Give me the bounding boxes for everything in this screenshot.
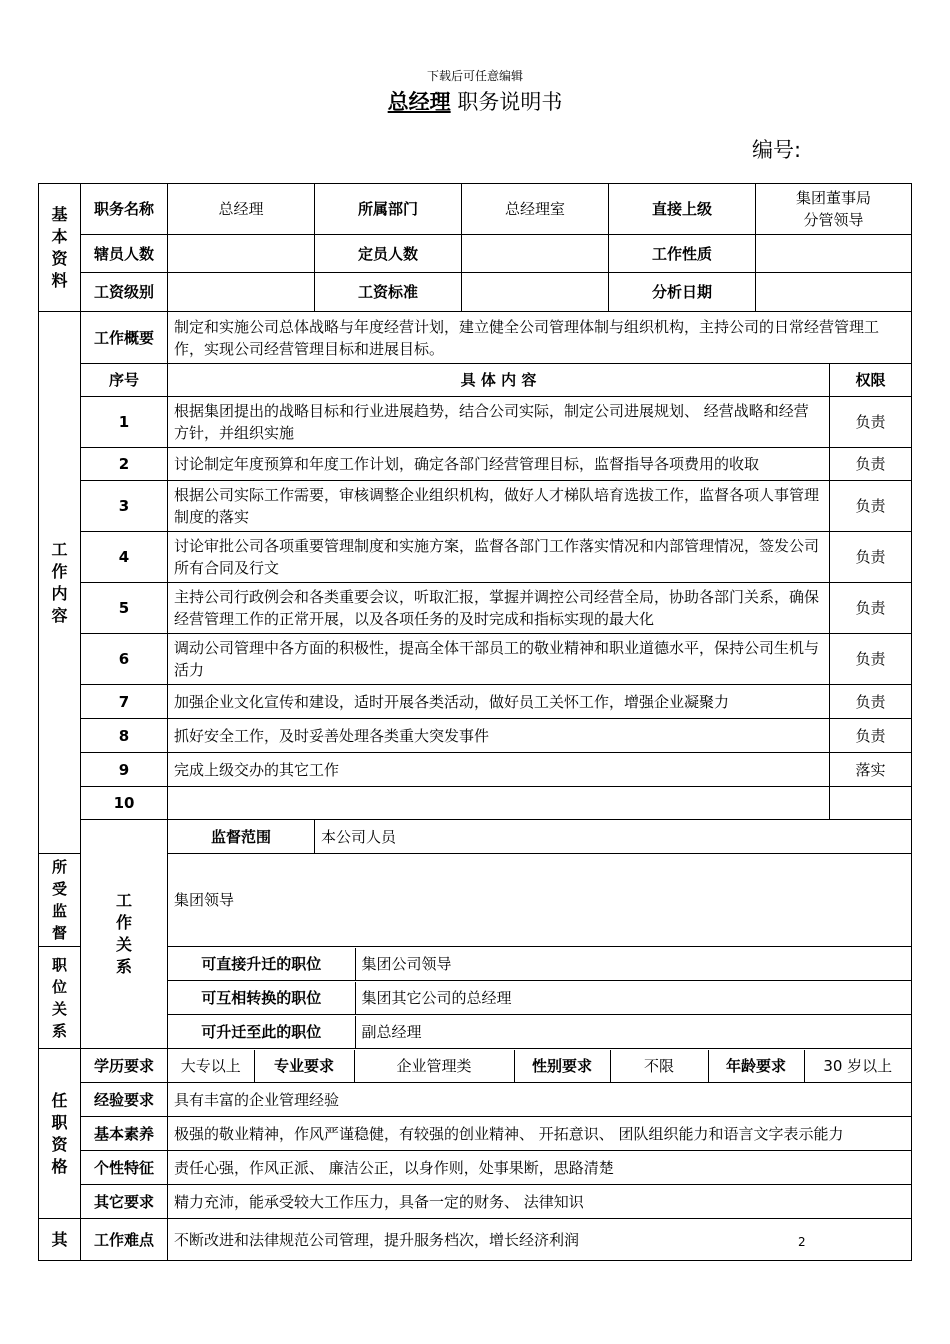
label-age: 年龄要求 — [708, 1050, 804, 1082]
value-supervise: 本公司人员 — [315, 820, 912, 854]
label-education: 学历要求 — [81, 1049, 168, 1083]
position-value: 集团公司领导 — [361, 954, 452, 973]
value-standard — [462, 273, 609, 312]
item-no: 5 — [81, 583, 168, 634]
label-grade: 工资级别 — [81, 273, 168, 312]
label-supervise: 监督范围 — [168, 820, 315, 854]
item-text: 调动公司管理中各方面的积极性，提高全体干部员工的敬业精神和职业道德水平，保持公司生机与活力 — [168, 634, 830, 685]
item-no: 3 — [81, 481, 168, 532]
item-authority: 落实 — [830, 753, 912, 787]
item-authority: 负责 — [830, 634, 912, 685]
label-dept: 所属部门 — [315, 184, 462, 235]
table-row — [39, 719, 912, 753]
label-gender: 性别要求 — [514, 1050, 610, 1082]
item-no: 2 — [81, 448, 168, 481]
label-personality: 个性特征 — [81, 1151, 168, 1185]
item-no: 9 — [81, 753, 168, 787]
label-overview: 工作概要 — [81, 312, 168, 364]
label-date: 分析日期 — [609, 273, 756, 312]
value-dept: 总经理室 — [462, 184, 609, 235]
item-no: 6 — [81, 634, 168, 685]
label-major: 专业要求 — [254, 1050, 354, 1082]
item-no: 10 — [81, 787, 168, 820]
item-no: 4 — [81, 532, 168, 583]
label-subordinates: 辖员人数 — [81, 235, 168, 273]
label-standard: 工资标准 — [315, 273, 462, 312]
value-supervised: 集团领导 — [168, 854, 912, 947]
col-no: 序号 — [81, 364, 168, 397]
label-title: 职务名称 — [81, 184, 168, 235]
position-row — [168, 1015, 912, 1049]
header-note: 下载后可任意编辑 — [426, 69, 523, 83]
position-label: 可互相转换的职位 — [168, 982, 355, 1014]
job-description-table — [38, 183, 912, 1261]
section-other: 其 — [39, 1219, 81, 1261]
title-position: 总经理 — [387, 90, 451, 114]
label-difficulty: 工作难点 — [81, 1219, 168, 1261]
item-authority: 负责 — [830, 583, 912, 634]
item-authority: 负责 — [830, 532, 912, 583]
value-quality: 极强的敬业精神，作风严谨稳健，有较强的创业精神、 开拓意识、 团队组织能力和语言文字表示能力 — [168, 1117, 912, 1151]
value-major: 企业管理类 — [354, 1050, 514, 1082]
item-text: 根据集团提出的战略目标和行业进展趋势，结合公司实际，制定公司进展规划、 经营战略和经营方针，并组织实施 — [168, 397, 830, 448]
item-authority: 负责 — [830, 685, 912, 719]
value-education: 大专以上 — [168, 1050, 254, 1082]
value-subordinates — [168, 235, 315, 273]
position-value: 集团其它公司的总经理 — [361, 988, 512, 1007]
label-superior: 直接上级 — [609, 184, 756, 235]
label-supervised: 所受监督 — [39, 854, 81, 947]
section-relations: 工作关系 — [81, 820, 168, 1049]
table-row — [39, 532, 912, 583]
col-content: 具 体 内 容 — [168, 364, 830, 397]
position-label: 可升迁至此的职位 — [168, 1016, 355, 1048]
section-work: 工作内容 — [39, 312, 81, 854]
label-nature: 工作性质 — [609, 235, 756, 273]
item-no: 8 — [81, 719, 168, 753]
label-other-req: 其它要求 — [81, 1185, 168, 1219]
requirements-row — [168, 1049, 912, 1083]
value-title: 总经理 — [168, 184, 315, 235]
label-headcount: 定员人数 — [315, 235, 462, 273]
value-overview: 制定和实施公司总体战略与年度经营计划，建立健全公司管理体制与组织机构，主持公司的日常经营管理工作，实现公司经营管理目标和进展目标。 — [168, 312, 912, 364]
number-label: 编号: — [752, 138, 802, 162]
label-quality: 基本素养 — [81, 1117, 168, 1151]
col-authority: 权限 — [830, 364, 912, 397]
value-personality: 责任心强，作风正派、 廉洁公正，以身作则，处事果断，思路清楚 — [168, 1151, 912, 1185]
item-authority: 负责 — [830, 481, 912, 532]
table-row — [39, 787, 912, 820]
value-grade — [168, 273, 315, 312]
item-authority: 负责 — [830, 719, 912, 753]
position-value: 副总经理 — [361, 1022, 422, 1041]
value-headcount — [462, 235, 609, 273]
value-difficulty: 不断改进和法律规范公司管理，提升服务档次，增长经济利润 — [168, 1219, 912, 1261]
position-row — [168, 981, 912, 1015]
title-rest: 职务说明书 — [457, 90, 563, 114]
item-no: 7 — [81, 685, 168, 719]
table-row — [39, 685, 912, 719]
item-text: 加强企业文化宣传和建设，适时开展各类活动，做好员工关怀工作，增强企业凝聚力 — [168, 685, 830, 719]
item-authority — [830, 787, 912, 820]
position-row — [168, 947, 912, 981]
item-text: 讨论审批公司各项重要管理制度和实施方案，监督各部门工作落实情况和内部管理情况，签发公司所有合同及行文 — [168, 532, 830, 583]
section-basic: 基本资料 — [39, 184, 81, 312]
value-age: 30 岁以上 — [823, 1056, 893, 1075]
item-no: 1 — [81, 397, 168, 448]
value-other-req: 精力充沛，能承受较大工作压力，具备一定的财务、 法律知识 — [168, 1185, 912, 1219]
table-row — [39, 634, 912, 685]
table-row — [39, 481, 912, 532]
table-row — [39, 448, 912, 481]
value-nature — [756, 235, 912, 273]
position-label: 可直接升迁的职位 — [168, 948, 355, 980]
value-gender: 不限 — [610, 1050, 708, 1082]
section-qualifications: 任职资格 — [39, 1049, 81, 1219]
item-text — [168, 787, 830, 820]
item-authority: 负责 — [830, 448, 912, 481]
table-row — [39, 583, 912, 634]
item-text: 主持公司行政例会和各类重要会议，听取汇报，掌握并调控公司经营全局，协助各部门关系，确保经营管理工作的正常开展，以及各项任务的及时完成和指标实现的最大化 — [168, 583, 830, 634]
item-authority: 负责 — [830, 397, 912, 448]
table-row — [39, 753, 912, 787]
label-positions: 职位关系 — [39, 947, 81, 1049]
page-title — [0, 86, 950, 116]
table-row — [39, 397, 912, 448]
item-text: 抓好安全工作，及时妥善处理各类重大突发事件 — [168, 719, 830, 753]
item-text: 根据公司实际工作需要，审核调整企业组织机构，做好人才梯队培育选拔工作，监督各项人事管理制度的落实 — [168, 481, 830, 532]
value-date — [756, 273, 912, 312]
value-superior: 集团董事局 分管领导 — [756, 184, 912, 235]
label-experience: 经验要求 — [81, 1083, 168, 1117]
item-text: 完成上级交办的其它工作 — [168, 753, 830, 787]
page-number: 2 — [798, 1235, 806, 1249]
item-text: 讨论制定年度预算和年度工作计划，确定各部门经营管理目标，监督指导各项费用的收取 — [168, 448, 830, 481]
value-experience: 具有丰富的企业管理经验 — [168, 1083, 912, 1117]
